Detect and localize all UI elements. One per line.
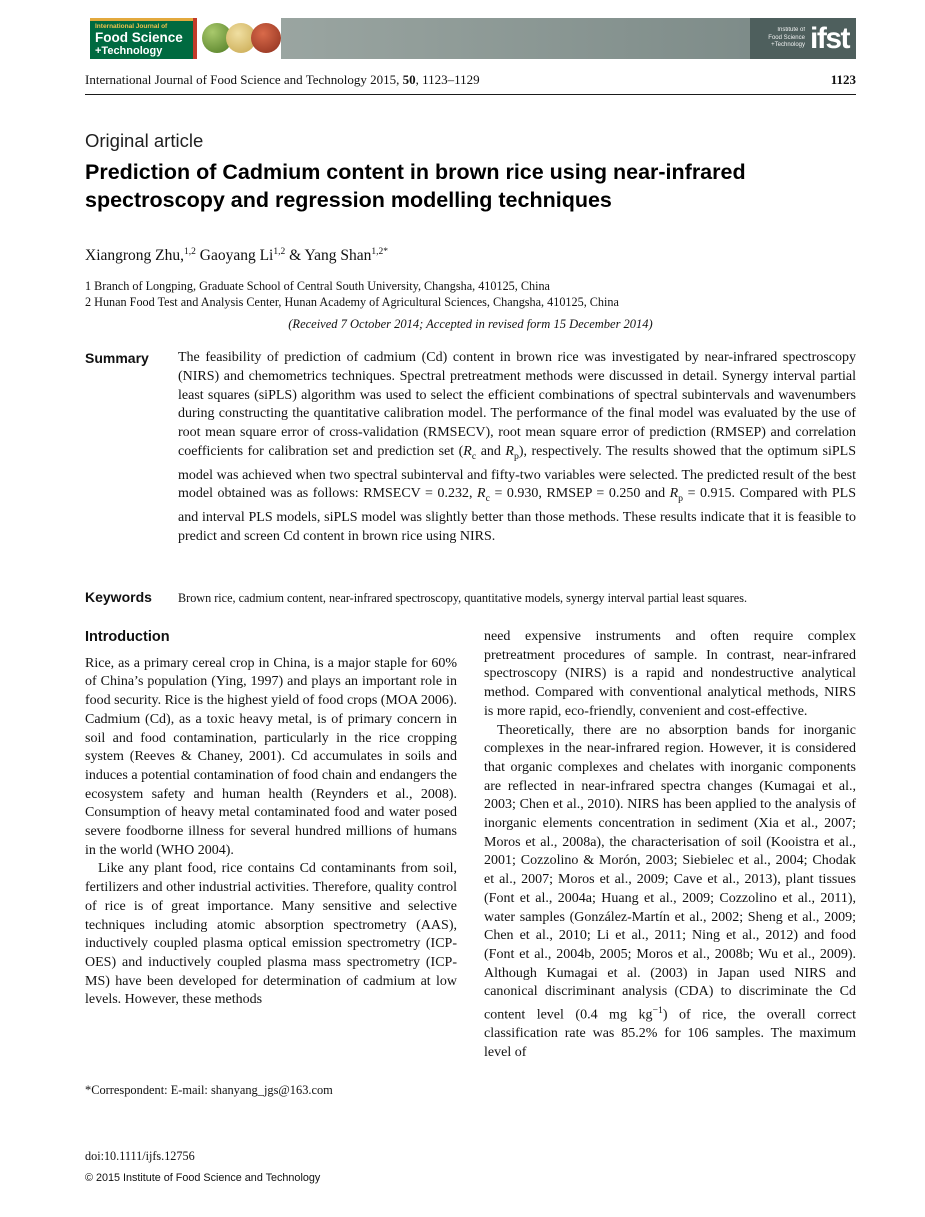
ifst-wordmark: ifst bbox=[810, 21, 849, 55]
body-columns bbox=[85, 628, 856, 1063]
article-title bbox=[85, 159, 873, 214]
journal-logo-small-text: International Journal of bbox=[95, 23, 168, 30]
tomato-photo-icon bbox=[251, 23, 281, 53]
article-title-line1: Prediction of Cadmium content in brown rice using near-infrared bbox=[85, 160, 746, 184]
article-type-label: Original article bbox=[85, 130, 204, 151]
header-rule bbox=[85, 94, 856, 95]
journal-logo bbox=[90, 18, 193, 59]
article-title-line2: spectroscopy and regression modelling techniques bbox=[85, 187, 612, 212]
food-photos-strip bbox=[193, 18, 281, 59]
summary-text: The feasibility of prediction of cadmium (Cd) content in brown rice was investigated by near-infrared spectroscopy (NIRS) and chemometrics techniques. Spectral pretreatment methods were discussed in detail. Synergy interval partial least squares (siPLS) algorithm was used to select the efficient combinations of spectral subintervals and wavenumbers during constructing the quantitative calibration model. The performance of the final model was evaluated by the use of root mean square error of cross-validation (RMSECV), root mean square error of prediction (RMSEP) and correlation coefficients for calibration set and prediction set ($R_c$ and $R_p$), respectively. The results showed that the optimum siPLS model was achieved when two spectral subinterval and fifty-two variables were selected. The predicted result of the best model obtained was as follows: RMSECV = 0.232, $R_c = 0.930$, RMSEP = 0.250 and $R_p = 0.915$. Compared with PLS and interval PLS models, siPLS model was slightly better than those methods. These results indicate that it is feasible to predict and screen Cd content in brown rice using NIRS. bbox=[178, 350, 857, 544]
journal-citation: International Journal of Food Science and Technology 2015, 50, 1123–1129 bbox=[85, 72, 480, 87]
ifst-logo-text bbox=[768, 27, 805, 50]
summary-label: Summary bbox=[85, 350, 149, 366]
ifst-line3: +Technology bbox=[771, 42, 805, 49]
copyright-line: © 2015 Institute of Food Science and Technology bbox=[85, 1172, 321, 1184]
authors-line: Xiangrong Zhu,$^{1,2}$ Gaoyang Li$^{1,2}$ & Yang Shan$^{1,2*}$ bbox=[85, 247, 389, 265]
intro-paragraph-1: Rice, as a primary cereal crop in China, is a major staple for 60% of China’s population (Ying, 1997) and plays an important role in food security. Rice is the highest yield of food crops (MOA 2006). Cadmium (Cd), as a toxic heavy metal, is of primary concern in soil and food contamination, particularly in the rice cropping system (Reeves & Chaney, 2001). Cd accumulates in soils and induces a potential contamination of food chain and endangers the ecosystem safety and human health (Reynders et al., 2008). Consumption of heavy metal contaminated food and water posed severe foodborne illness for several hundred millions of humans in the world (WHO 2004). bbox=[85, 655, 457, 858]
journal-logo-name: Food Science bbox=[95, 30, 183, 45]
keywords-section bbox=[85, 588, 856, 606]
banner-spacer-bar bbox=[281, 18, 750, 59]
intro-paragraph-2: Like any plant food, rice contains Cd contaminants from soil, fertilizers and other industrial activities. Therefore, quality control of rice is of great importance. Many sensitive and selective techniques including atomic absorption spectrometry (AAS), inductively coupled plasma optical emission spectrometry (ICP-OES) and inductively coupled plasma mass spectrometry (ICP-MS) have been developed for determination of cadmium at low levels. However, these methods bbox=[85, 861, 457, 1008]
right-column bbox=[484, 628, 856, 1063]
affiliation-1: 1 Branch of Longping, Graduate School of Central South University, Changsha, 410125, China bbox=[85, 279, 550, 293]
running-head bbox=[85, 72, 856, 88]
right-paragraph-2: Theoretically, there are no absorption bands for inorganic complexes in the near-infrared region. However, it is considered that organic complexes and chelates with inorganic components are reflected in near-infrared spectra changes (Kumagai et al., 2003; Chen et al., 2010). NIRS has been applied to the analysis of inorganic elements concentration in sediment (Xia et al., 2007; Moros et al., 2008a), the characterisation of soil (Kooistra et al., 2001; Cozzolino & Morón, 2003; Siebielec et al., 2004; Chodak et al., 2007; Moros et al., 2009; Cave et al., 2013), plant tissues (Font et al., 2004a; Huang et al., 2009; Cozzolino et al., 2011), water samples (González-Martín et al., 2002; Sheng et al., 2009; Chen et al., 2010; Li et al., 2011; Ning et al., 2012) and food (Font et al., 2004b, 2005; Moros et al., 2008b; Wu et al., 2009). Although Kumagai et al. (2003) in Japan used NIRS and canonical discriminant analysis (CDA) to discriminate the Cd content level (0.4 mg $kg^{-1}$) of rice, the overall correct classification rate was 85.2% for 106 samples. The maximum level of bbox=[484, 722, 856, 1061]
summary-section bbox=[85, 349, 856, 547]
keywords-text: Brown rice, cadmium content, near-infrared spectroscopy, quantitative models, synergy interval partial least squares. bbox=[178, 591, 747, 605]
journal-logo-plus: +Technology bbox=[95, 45, 163, 58]
ifst-logo bbox=[750, 18, 856, 59]
correspondence-footnote: *Correspondent: E-mail: shanyang_jgs@163.com bbox=[85, 1083, 333, 1097]
right-paragraph-1: need expensive instruments and often require complex pretreatment procedures of sample. In contrast, near-infrared spectroscopy (NIRS) is a rapid and nondestructive analytical method. Compared with conventional analytical methods, NIRS is more rapid, eco-friendly, convenient and cost-effective. bbox=[484, 629, 856, 719]
ifst-line2: Food Science bbox=[768, 34, 805, 41]
journal-banner bbox=[90, 18, 856, 59]
doi-line: doi:10.1111/ijfs.12756 bbox=[85, 1149, 195, 1163]
ifst-line1: Institute of bbox=[777, 26, 805, 33]
keywords-label: Keywords bbox=[85, 589, 152, 605]
affiliation-2: 2 Hunan Food Test and Analysis Center, Hunan Academy of Agricultural Sciences, Changsha, 410125, China bbox=[85, 294, 619, 309]
section-heading-introduction: Introduction bbox=[85, 629, 170, 645]
left-column bbox=[85, 628, 457, 1063]
received-dates: (Received 7 October 2014; Accepted in revised form 15 December 2014) bbox=[288, 317, 653, 331]
affiliations bbox=[85, 279, 619, 310]
page-number: 1123 bbox=[830, 72, 856, 87]
